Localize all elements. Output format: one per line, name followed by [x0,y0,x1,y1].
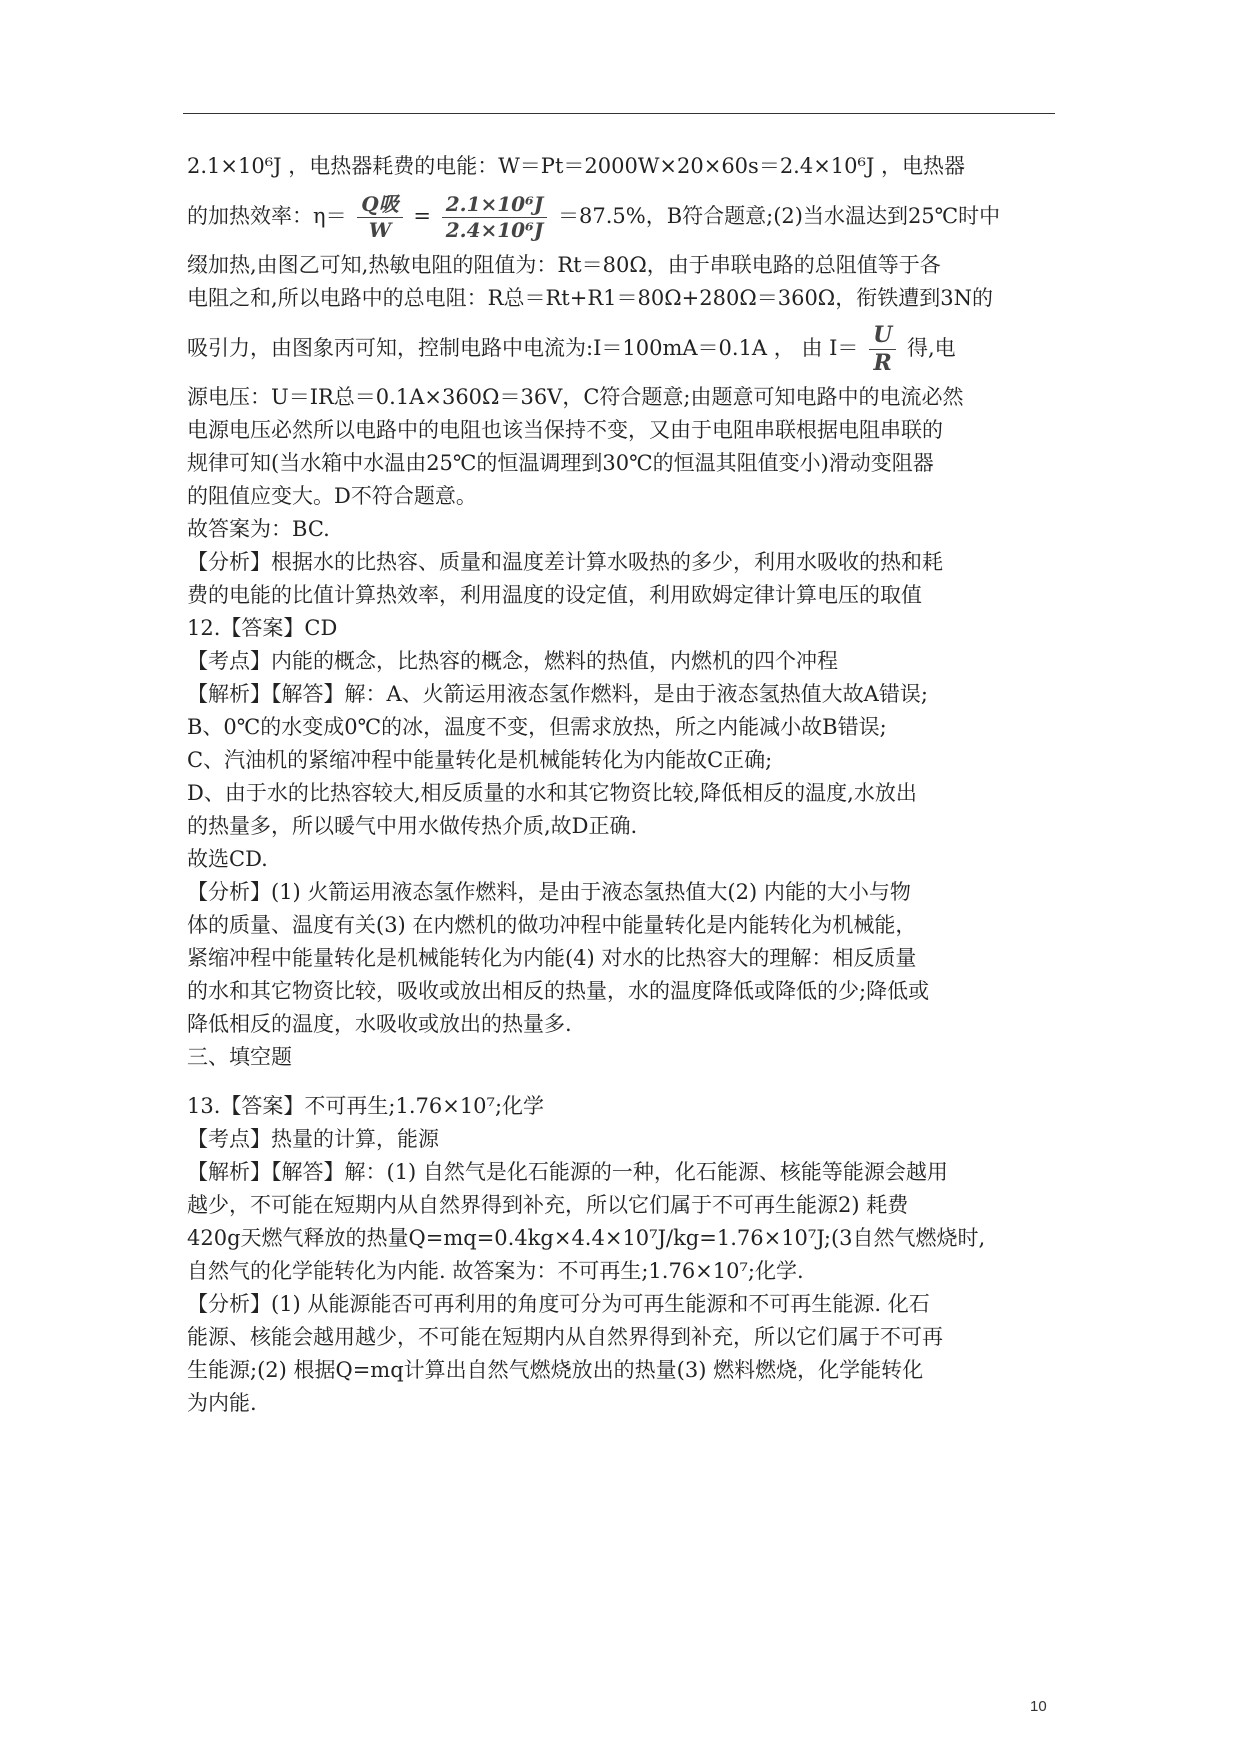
text-line: 体的质量、温度有关(3) 在内燃机的做功冲程中能量转化是内能转化为机械能， [187,913,917,937]
text-line: 【分析】根据水的比热容、质量和温度差计算水吸热的多少，利用水吸收的热和耗 [187,550,943,574]
text-line: 源电压：U＝IR总＝0.1A×360Ω＝36V，C符合题意;由题意可知电路中的电流必然 [187,385,964,409]
fraction-numerator: U [869,324,896,350]
text-line: 13.【答案】不可再生;1.76×10⁷;化学 [187,1094,545,1118]
text-line: 【解析】【解答】解：A、火箭运用液态氢作燃料，是由于液态氢热值大故A错误; [187,682,928,706]
text-line: 电源电压必然所以电路中的电阻也该当保持不变，又由于电阻串联根据电阻串联的 [187,418,943,442]
fraction-q-over-w [357,194,402,241]
text-line: 【考点】热量的计算，能源 [187,1127,439,1151]
text-line: 降低相反的温度，水吸收或放出的热量多. [187,1012,572,1036]
text-line: 故选CD. [187,847,268,871]
fraction-numerator: 2.1×10⁶J [442,194,548,218]
ohm-line [187,315,1067,381]
section-heading: 三、填空题 [187,1045,292,1069]
fraction-denominator: W [368,218,392,242]
page-content [187,150,1067,1420]
text-line: 的阻值应变大。D不符合题意。 [187,484,477,508]
text-line: 12.【答案】CD [187,616,338,640]
fraction-numerator: Q吸 [357,194,402,218]
fraction-denominator: R [873,350,892,376]
text-line: 的加热效率：η＝ [187,204,347,228]
text-line: 缀加热,由图乙可知,热敏电阻的阻值为：Rt＝80Ω，由于串联电路的总阻值等于各 [187,253,941,277]
text-line: 为内能. [187,1391,257,1415]
text-line: 能源、核能会越用越少，不可能在短期内从自然界得到补充，所以它们属于不可再 [187,1325,943,1349]
page-number: 10 [1030,1698,1047,1715]
text-line: 费的电能的比值计算热效率，利用温度的设定值，利用欧姆定律计算电压的取值 [187,583,922,607]
text-line: 电阻之和,所以电路中的总电阻：R总＝Rt+R1＝80Ω+280Ω＝360Ω，衔铁遭到3N的 [187,286,993,310]
text-line: 规律可知(当水箱中水温由25℃的恒温调理到30℃的恒温其阻值变小)滑动变阻器 [187,451,934,475]
text-line: D、由于水的比热容较大,相反质量的水和其它物资比较,降低相反的温度,水放出 [187,781,917,805]
text-line: 的水和其它物资比较，吸收或放出相反的热量，水的温度降低或降低的少;降低或 [187,979,930,1003]
text-line: 自然气的化学能转化为内能. 故答案为：不可再生;1.76×10⁷;化学. [187,1259,804,1283]
text-line: 的热量多，所以暖气中用水做传热介质,故D正确. [187,814,638,838]
equals-sign: = [413,204,431,228]
fraction-denominator: 2.4×10⁶J [445,218,544,242]
text-line: 2.1×10⁶J ，电热器耗费的电能：W＝Pt＝2000W×20×60s＝2.4×10⁶J ，电热器 [187,154,966,178]
text-line-tail: 得,电 [906,336,956,360]
text-line: 生能源;(2) 根据Q=mq计算出自然气燃烧放出的热量(3) 燃料燃烧，化学能转化 [187,1358,924,1382]
text-line: 吸引力，由图象丙可知，控制电路中电流为:I＝100mA＝0.1A ， 由 I＝ [187,336,859,360]
text-line: 紧缩冲程中能量转化是机械能转化为内能(4) 对水的比热容大的理解：相反质量 [187,946,917,970]
text-line: 420g天燃气释放的热量Q=mq=0.4kg×4.4×10⁷J/kg=1.76×10⁷J;(3自然气燃烧时, [187,1226,986,1250]
text-line: 【分析】(1) 火箭运用液态氢作燃料，是由于液态氢热值大(2) 内能的大小与物 [187,880,911,904]
text-line: B、0℃的水变成0℃的冰，温度不变，但需求放热，所之内能减小故B错误; [187,715,887,739]
text-line: 【解析】【解答】解：(1) 自然气是化石能源的一种，化石能源、核能等能源会越用 [187,1160,948,1184]
text-line: C、汽油机的紧缩冲程中能量转化是机械能转化为内能故C正确; [187,748,773,772]
text-line: 【考点】内能的概念，比热容的概念，燃料的热值，内燃机的四个冲程 [187,649,838,673]
fraction-u-over-r [869,321,896,376]
text-line-tail: ＝87.5%，B符合题意;(2)当水温达到25℃时中 [557,204,1001,228]
fraction-values [442,194,548,241]
text-line: 【分析】(1) 从能源能否可再利用的角度可分为可再生能源和不可再生能源. 化石 [187,1292,930,1316]
text-line: 故答案为：BC. [187,517,330,541]
header-rule [183,113,1055,114]
text-line: 越少，不可能在短期内从自然界得到补充，所以它们属于不可再生能源2) 耗费 [187,1193,909,1217]
efficiency-line [187,183,1067,249]
